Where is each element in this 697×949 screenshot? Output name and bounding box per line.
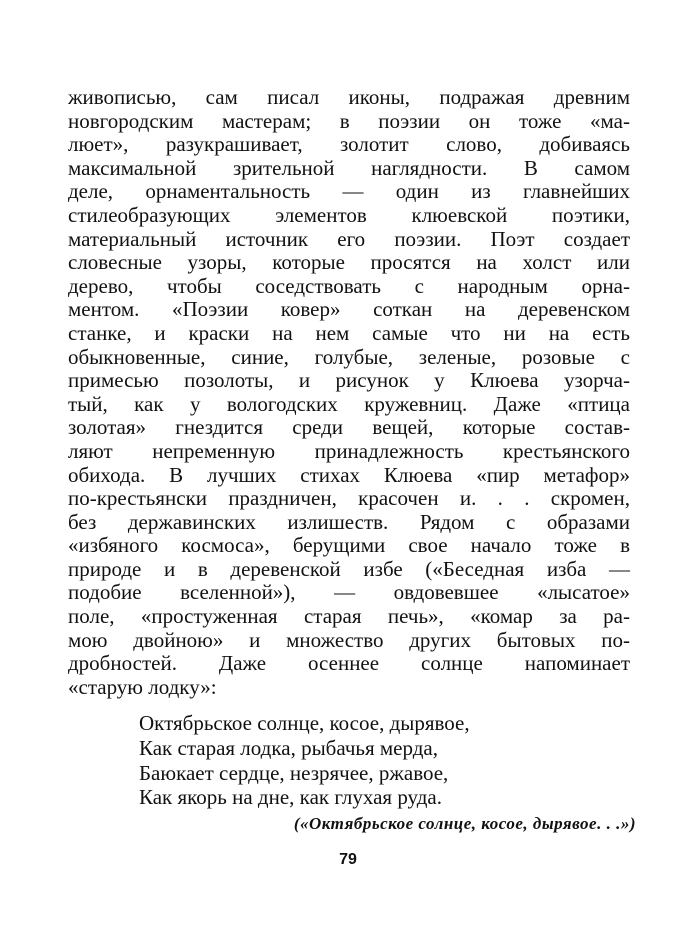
paragraph-line: станке, и краски на нем самые что ни на есть	[68, 320, 630, 345]
paragraph-line: дерево, чтобы соседствовать с народным орна-	[68, 273, 630, 298]
paragraph-line: «старую лодку»:	[68, 674, 217, 699]
poem-quote	[139, 711, 579, 810]
paragraph-line: ляют непременную принадлежность крестьянского	[68, 438, 630, 463]
body-paragraph	[68, 86, 630, 699]
paragraph-line: поле, «простуженная старая печь», «комар за ра-	[68, 604, 630, 629]
paragraph-line: материальный источник его поэзии. Поэт создает	[68, 226, 630, 251]
paragraph-line: мою двойною» и множество других бытовых по-	[68, 627, 630, 652]
paragraph-line: обыкновенные, синие, голубые, зеленые, розовые с	[68, 344, 630, 369]
paragraph-line: дробностей. Даже осеннее солнце напоминает	[68, 651, 630, 676]
page-number: 79	[339, 851, 357, 868]
poem-line: Баюкает сердце, незрячее, ржавое,	[139, 760, 449, 785]
paragraph-line: люет», разукрашивает, золотит слово, добиваясь	[68, 132, 630, 157]
paragraph-line: без державинских излишеств. Рядом с образами	[68, 509, 630, 534]
paragraph-line: примесью позолоты, и рисунок у Клюева узорча-	[68, 368, 630, 393]
poem-line: Как якорь на дне, как глухая руда.	[139, 785, 442, 810]
paragraph-line: природе и в деревенской избе («Беседная изба —	[68, 556, 630, 581]
paragraph-line: максимальной зрительной наглядности. В самом	[68, 155, 630, 180]
paragraph-line: по-крестьянски праздничен, красочен и. . . скромен,	[68, 486, 630, 511]
paragraph-line: обихода. В лучших стихах Клюева «пир метафор»	[68, 462, 630, 487]
poem-line: Как старая лодка, рыбачья мерда,	[139, 735, 438, 760]
paragraph-line: тый, как у вологодских кружевниц. Даже «птица	[68, 391, 630, 416]
paragraph-line: деле, орнаментальность — один из главнейших	[68, 179, 630, 204]
paragraph-line: словесные узоры, которые просятся на холст или	[68, 250, 630, 275]
paragraph-line: стилеобразующих элементов клюевской поэтики,	[68, 202, 630, 227]
paragraph-line: подобие вселенной»), — овдовевшее «лысатое»	[68, 580, 630, 605]
poem-line: Октябрьское солнце, косое, дырявое,	[139, 711, 470, 735]
poem-source: («Октябрьское солнце, косое, дырявое. . .»)	[293, 814, 636, 833]
paragraph-line: «избяного космоса», берущими свое начало тоже в	[68, 533, 630, 558]
paragraph-line: золотая» гнездится среди вещей, которые состав-	[68, 415, 630, 440]
paragraph-line: живописью, сам писал иконы, подражая древним	[68, 85, 630, 109]
paragraph-line: ментом. «Поэзии ковер» соткан на деревенском	[68, 297, 630, 322]
paragraph-line: новгородским мастерам; в поэзии он тоже «ма-	[68, 108, 630, 133]
